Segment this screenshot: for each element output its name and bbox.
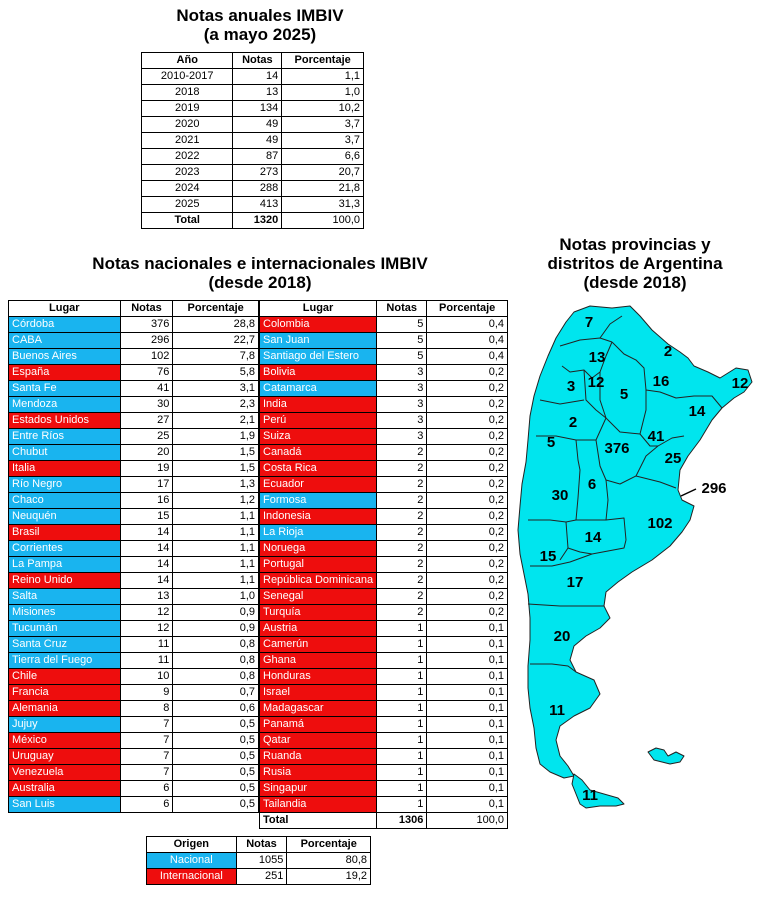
annual-notes: 13 bbox=[233, 85, 282, 101]
annual-notes: 14 bbox=[233, 69, 282, 85]
place-percent: 1,9 bbox=[173, 429, 259, 445]
place-name: Formosa bbox=[260, 493, 377, 509]
place-notes: 1 bbox=[377, 653, 427, 669]
place-name: Brasil bbox=[9, 525, 121, 541]
place-notes: 1 bbox=[377, 781, 427, 797]
place-notes: 2 bbox=[377, 493, 427, 509]
place-percent: 28,8 bbox=[173, 317, 259, 333]
place-notes: 76 bbox=[120, 365, 173, 381]
place-name: Santa Cruz bbox=[9, 637, 121, 653]
place-percent: 0,2 bbox=[427, 429, 508, 445]
place-percent: 0,2 bbox=[427, 381, 508, 397]
annual-notes: 273 bbox=[233, 165, 282, 181]
place-notes: 1 bbox=[377, 621, 427, 637]
place-percent: 0,5 bbox=[173, 765, 259, 781]
map-label-jujuy: 7 bbox=[584, 313, 594, 331]
place-percent: 0,2 bbox=[427, 605, 508, 621]
place-name: Tailandia bbox=[260, 797, 377, 813]
annual-title-line1: Notas anuales IMBIV bbox=[176, 6, 344, 25]
place-percent: 1,1 bbox=[173, 557, 259, 573]
place-notes: 25 bbox=[120, 429, 173, 445]
place-percent: 0,8 bbox=[173, 669, 259, 685]
place-name: La Rioja bbox=[260, 525, 377, 541]
annual-total-percent: 100,0 bbox=[282, 213, 364, 229]
map-label-entre-r-os: 25 bbox=[664, 449, 682, 467]
place-notes: 3 bbox=[377, 429, 427, 445]
place-percent: 0,1 bbox=[427, 637, 508, 653]
place-name: Portugal bbox=[260, 557, 377, 573]
places-right-header-2: Porcentaje bbox=[427, 301, 508, 317]
place-notes: 1 bbox=[377, 749, 427, 765]
place-notes: 13 bbox=[120, 589, 173, 605]
place-percent: 0,9 bbox=[173, 605, 259, 621]
map-label-mendoza: 30 bbox=[551, 486, 569, 504]
origin-percent: 19,2 bbox=[287, 869, 371, 885]
caba-pointer-line bbox=[681, 489, 696, 496]
annual-year: 2019 bbox=[142, 101, 233, 117]
place-notes: 1 bbox=[377, 733, 427, 749]
annual-header-0: Año bbox=[142, 53, 233, 69]
place-notes: 2 bbox=[377, 541, 427, 557]
places-right-header-0: Lugar bbox=[260, 301, 377, 317]
place-notes: 11 bbox=[120, 653, 173, 669]
annual-year: 2022 bbox=[142, 149, 233, 165]
annual-total-label: Total bbox=[142, 213, 233, 229]
place-name: España bbox=[9, 365, 121, 381]
map-title-line3: (desde 2018) bbox=[583, 273, 687, 292]
map-label-formosa: 2 bbox=[663, 342, 673, 360]
place-notes: 14 bbox=[120, 541, 173, 557]
annual-percent: 1,0 bbox=[282, 85, 364, 101]
place-notes: 1 bbox=[377, 637, 427, 653]
place-name: India bbox=[260, 397, 377, 413]
place-notes: 17 bbox=[120, 477, 173, 493]
place-percent: 1,1 bbox=[173, 509, 259, 525]
annual-percent: 3,7 bbox=[282, 133, 364, 149]
place-name: La Pampa bbox=[9, 557, 121, 573]
place-name: Chaco bbox=[9, 493, 121, 509]
place-notes: 1 bbox=[377, 797, 427, 813]
places-left-header-1: Notas bbox=[120, 301, 173, 317]
tierra-del-fuego-shape bbox=[572, 774, 624, 808]
place-percent: 0,5 bbox=[173, 749, 259, 765]
place-percent: 0,1 bbox=[427, 797, 508, 813]
place-percent: 0,2 bbox=[427, 493, 508, 509]
place-name: Uruguay bbox=[9, 749, 121, 765]
place-name: Austria bbox=[260, 621, 377, 637]
annual-percent: 21,8 bbox=[282, 181, 364, 197]
place-name: Córdoba bbox=[9, 317, 121, 333]
place-name: Santa Fe bbox=[9, 381, 121, 397]
map-label-santiago-del-estero: 5 bbox=[619, 385, 629, 403]
place-name: Catamarca bbox=[260, 381, 377, 397]
malvinas-islands-shape bbox=[648, 748, 684, 764]
place-name: Panamá bbox=[260, 717, 377, 733]
place-name: Qatar bbox=[260, 733, 377, 749]
place-percent: 0,6 bbox=[173, 701, 259, 717]
place-percent: 0,2 bbox=[427, 397, 508, 413]
map-label-c-rdoba: 376 bbox=[604, 439, 630, 457]
place-name: Senegal bbox=[260, 589, 377, 605]
annual-percent: 6,6 bbox=[282, 149, 364, 165]
place-notes: 1 bbox=[377, 765, 427, 781]
place-percent: 7,8 bbox=[173, 349, 259, 365]
place-notes: 11 bbox=[120, 637, 173, 653]
place-name: Corrientes bbox=[9, 541, 121, 557]
map-label-salta: 13 bbox=[588, 348, 606, 366]
place-percent: 2,1 bbox=[173, 413, 259, 429]
place-notes: 2 bbox=[377, 445, 427, 461]
place-percent: 0,2 bbox=[427, 541, 508, 557]
place-name: Bolivia bbox=[260, 365, 377, 381]
map-label-chubut: 20 bbox=[553, 627, 571, 645]
places-title-line1: Notas nacionales e internacionales IMBIV bbox=[92, 254, 428, 273]
place-name: Israel bbox=[260, 685, 377, 701]
place-percent: 5,8 bbox=[173, 365, 259, 381]
place-name: Misiones bbox=[9, 605, 121, 621]
place-percent: 1,2 bbox=[173, 493, 259, 509]
annual-title-line2: (a mayo 2025) bbox=[203, 25, 317, 44]
place-notes: 9 bbox=[120, 685, 173, 701]
place-name: Singapur bbox=[260, 781, 377, 797]
place-name: Italia bbox=[9, 461, 121, 477]
map-label-tucum-n: 12 bbox=[587, 373, 605, 391]
places-title-line2: (desde 2018) bbox=[208, 273, 312, 292]
place-notes: 15 bbox=[120, 509, 173, 525]
place-notes: 30 bbox=[120, 397, 173, 413]
place-name: Noruega bbox=[260, 541, 377, 557]
annual-year: 2021 bbox=[142, 133, 233, 149]
place-percent: 0,2 bbox=[427, 573, 508, 589]
place-name: Indonesia bbox=[260, 509, 377, 525]
place-percent: 0,1 bbox=[427, 781, 508, 797]
annual-percent: 20,7 bbox=[282, 165, 364, 181]
place-name: Perú bbox=[260, 413, 377, 429]
origin-percent: 80,8 bbox=[287, 853, 371, 869]
place-notes: 2 bbox=[377, 525, 427, 541]
place-notes: 20 bbox=[120, 445, 173, 461]
place-name: Canadá bbox=[260, 445, 377, 461]
place-notes: 19 bbox=[120, 461, 173, 477]
map-label-neuqu-n: 15 bbox=[539, 547, 557, 565]
place-notes: 7 bbox=[120, 765, 173, 781]
place-notes: 14 bbox=[120, 557, 173, 573]
place-name: Salta bbox=[9, 589, 121, 605]
origin-notes: 1055 bbox=[236, 853, 287, 869]
place-percent: 0,2 bbox=[427, 509, 508, 525]
place-percent: 0,1 bbox=[427, 701, 508, 717]
place-name: Ecuador bbox=[260, 477, 377, 493]
place-percent: 0,5 bbox=[173, 797, 259, 813]
annual-year: 2025 bbox=[142, 197, 233, 213]
place-percent: 0,1 bbox=[427, 669, 508, 685]
map-label-catamarca: 3 bbox=[566, 377, 576, 395]
place-percent: 0,2 bbox=[427, 557, 508, 573]
place-name: Camerún bbox=[260, 637, 377, 653]
place-notes: 7 bbox=[120, 749, 173, 765]
place-percent: 0,2 bbox=[427, 413, 508, 429]
place-name: Alemania bbox=[9, 701, 121, 717]
place-percent: 0,8 bbox=[173, 637, 259, 653]
place-percent: 0,1 bbox=[427, 621, 508, 637]
place-percent: 0,5 bbox=[173, 781, 259, 797]
place-notes: 2 bbox=[377, 573, 427, 589]
map-label-san-luis: 6 bbox=[587, 475, 597, 493]
place-notes: 296 bbox=[120, 333, 173, 349]
place-name: Santiago del Estero bbox=[260, 349, 377, 365]
place-name: Ruanda bbox=[260, 749, 377, 765]
place-percent: 1,1 bbox=[173, 525, 259, 541]
place-percent: 0,2 bbox=[427, 477, 508, 493]
place-name: Tierra del Fuego bbox=[9, 653, 121, 669]
annual-year: 2020 bbox=[142, 117, 233, 133]
place-name: Buenos Aires bbox=[9, 349, 121, 365]
place-name: Chubut bbox=[9, 445, 121, 461]
place-percent: 0,2 bbox=[427, 365, 508, 381]
origin-header-0: Origen bbox=[147, 837, 237, 853]
annual-percent: 1,1 bbox=[282, 69, 364, 85]
place-notes: 6 bbox=[120, 781, 173, 797]
annual-percent: 31,3 bbox=[282, 197, 364, 213]
place-name: Honduras bbox=[260, 669, 377, 685]
places-right-header-1: Notas bbox=[377, 301, 427, 317]
place-notes: 10 bbox=[120, 669, 173, 685]
map-label-santa-fe: 41 bbox=[647, 427, 665, 445]
place-notes: 3 bbox=[377, 365, 427, 381]
place-name: México bbox=[9, 733, 121, 749]
place-notes: 3 bbox=[377, 397, 427, 413]
annual-header-1: Notas bbox=[233, 53, 282, 69]
map-label-santa-cruz: 11 bbox=[549, 701, 565, 719]
place-notes: 102 bbox=[120, 349, 173, 365]
map-title-line1: Notas provincias y bbox=[559, 235, 711, 254]
places-total-notes: 1306 bbox=[377, 813, 427, 829]
place-percent: 0,4 bbox=[427, 317, 508, 333]
place-notes: 1 bbox=[377, 669, 427, 685]
place-percent: 1,0 bbox=[173, 589, 259, 605]
annual-header-2: Porcentaje bbox=[282, 53, 364, 69]
place-name: Chile bbox=[9, 669, 121, 685]
map-label-r-o-negro: 17 bbox=[566, 573, 584, 591]
annual-notes: 49 bbox=[233, 117, 282, 133]
map-title-line2: distritos de Argentina bbox=[547, 254, 723, 273]
place-notes: 6 bbox=[120, 797, 173, 813]
place-name: Colombia bbox=[260, 317, 377, 333]
place-percent: 2,3 bbox=[173, 397, 259, 413]
place-name: Turquía bbox=[260, 605, 377, 621]
place-percent: 0,2 bbox=[427, 589, 508, 605]
place-name: CABA bbox=[9, 333, 121, 349]
place-percent: 0,2 bbox=[427, 445, 508, 461]
place-name: San Juan bbox=[260, 333, 377, 349]
place-percent: 1,1 bbox=[173, 573, 259, 589]
place-notes: 8 bbox=[120, 701, 173, 717]
places-total-label: Total bbox=[260, 813, 377, 829]
annual-year: 2023 bbox=[142, 165, 233, 181]
origin-label: Nacional bbox=[147, 853, 237, 869]
place-name: Australia bbox=[9, 781, 121, 797]
place-percent: 0,1 bbox=[427, 717, 508, 733]
place-notes: 2 bbox=[377, 557, 427, 573]
origin-header-2: Porcentaje bbox=[287, 837, 371, 853]
map-label-chaco: 16 bbox=[652, 372, 670, 390]
place-name: Entre Ríos bbox=[9, 429, 121, 445]
place-notes: 2 bbox=[377, 461, 427, 477]
place-percent: 1,5 bbox=[173, 461, 259, 477]
annual-total-notes: 1320 bbox=[233, 213, 282, 229]
place-percent: 0,8 bbox=[173, 653, 259, 669]
map-label-corrientes: 14 bbox=[688, 402, 706, 420]
place-percent: 0,2 bbox=[427, 525, 508, 541]
place-notes: 2 bbox=[377, 589, 427, 605]
place-notes: 2 bbox=[377, 605, 427, 621]
annual-notes: 288 bbox=[233, 181, 282, 197]
place-name: Rusia bbox=[260, 765, 377, 781]
place-notes: 3 bbox=[377, 381, 427, 397]
places-left-header-2: Porcentaje bbox=[173, 301, 259, 317]
place-notes: 12 bbox=[120, 621, 173, 637]
map-label-la-rioja: 2 bbox=[568, 413, 578, 431]
place-name: Madagascar bbox=[260, 701, 377, 717]
place-percent: 22,7 bbox=[173, 333, 259, 349]
map-label-buenos-aires: 102 bbox=[647, 514, 673, 532]
place-name: Mendoza bbox=[9, 397, 121, 413]
place-name: Neuquén bbox=[9, 509, 121, 525]
place-notes: 5 bbox=[377, 317, 427, 333]
map-label-san-juan: 5 bbox=[546, 433, 556, 451]
place-name: Jujuy bbox=[9, 717, 121, 733]
place-percent: 0,9 bbox=[173, 621, 259, 637]
place-notes: 12 bbox=[120, 605, 173, 621]
place-notes: 2 bbox=[377, 477, 427, 493]
place-notes: 1 bbox=[377, 717, 427, 733]
place-name: Suiza bbox=[260, 429, 377, 445]
place-percent: 0,1 bbox=[427, 653, 508, 669]
annual-year: 2024 bbox=[142, 181, 233, 197]
origin-notes: 251 bbox=[236, 869, 287, 885]
place-notes: 5 bbox=[377, 333, 427, 349]
place-notes: 27 bbox=[120, 413, 173, 429]
annual-notes: 87 bbox=[233, 149, 282, 165]
annual-percent: 3,7 bbox=[282, 117, 364, 133]
place-name: Ghana bbox=[260, 653, 377, 669]
place-notes: 16 bbox=[120, 493, 173, 509]
place-name: San Luis bbox=[9, 797, 121, 813]
places-total-percent: 100,0 bbox=[427, 813, 508, 829]
place-percent: 0,2 bbox=[427, 461, 508, 477]
places-left-header-0: Lugar bbox=[9, 301, 121, 317]
place-name: Río Negro bbox=[9, 477, 121, 493]
place-name: Venezuela bbox=[9, 765, 121, 781]
place-name: Estados Unidos bbox=[9, 413, 121, 429]
place-name: República Dominicana bbox=[260, 573, 377, 589]
place-percent: 3,1 bbox=[173, 381, 259, 397]
place-percent: 1,3 bbox=[173, 477, 259, 493]
place-notes: 1 bbox=[377, 701, 427, 717]
place-percent: 0,1 bbox=[427, 749, 508, 765]
map-label-misiones: 12 bbox=[731, 374, 749, 392]
place-name: Costa Rica bbox=[260, 461, 377, 477]
origin-label: Internacional bbox=[147, 869, 237, 885]
place-percent: 0,4 bbox=[427, 349, 508, 365]
annual-year: 2018 bbox=[142, 85, 233, 101]
map-label-la-pampa: 14 bbox=[584, 528, 602, 546]
place-percent: 0,1 bbox=[427, 733, 508, 749]
place-notes: 14 bbox=[120, 525, 173, 541]
place-name: Reino Unido bbox=[9, 573, 121, 589]
place-notes: 41 bbox=[120, 381, 173, 397]
annual-year: 2010-2017 bbox=[142, 69, 233, 85]
map-label-tierra-del-fuego: 11 bbox=[582, 786, 598, 804]
place-percent: 0,5 bbox=[173, 733, 259, 749]
place-percent: 0,1 bbox=[427, 765, 508, 781]
place-notes: 7 bbox=[120, 717, 173, 733]
map-label-caba: 296 bbox=[701, 479, 727, 497]
place-percent: 0,7 bbox=[173, 685, 259, 701]
place-percent: 1,1 bbox=[173, 541, 259, 557]
place-percent: 1,5 bbox=[173, 445, 259, 461]
place-notes: 3 bbox=[377, 413, 427, 429]
place-percent: 0,5 bbox=[173, 717, 259, 733]
annual-notes: 413 bbox=[233, 197, 282, 213]
place-name: Tucumán bbox=[9, 621, 121, 637]
annual-notes: 49 bbox=[233, 133, 282, 149]
annual-notes: 134 bbox=[233, 101, 282, 117]
origin-header-1: Notas bbox=[236, 837, 287, 853]
place-notes: 7 bbox=[120, 733, 173, 749]
place-percent: 0,1 bbox=[427, 685, 508, 701]
place-percent: 0,4 bbox=[427, 333, 508, 349]
place-name: Francia bbox=[9, 685, 121, 701]
place-notes: 1 bbox=[377, 685, 427, 701]
place-notes: 376 bbox=[120, 317, 173, 333]
place-notes: 14 bbox=[120, 573, 173, 589]
annual-percent: 10,2 bbox=[282, 101, 364, 117]
place-notes: 5 bbox=[377, 349, 427, 365]
place-notes: 2 bbox=[377, 509, 427, 525]
